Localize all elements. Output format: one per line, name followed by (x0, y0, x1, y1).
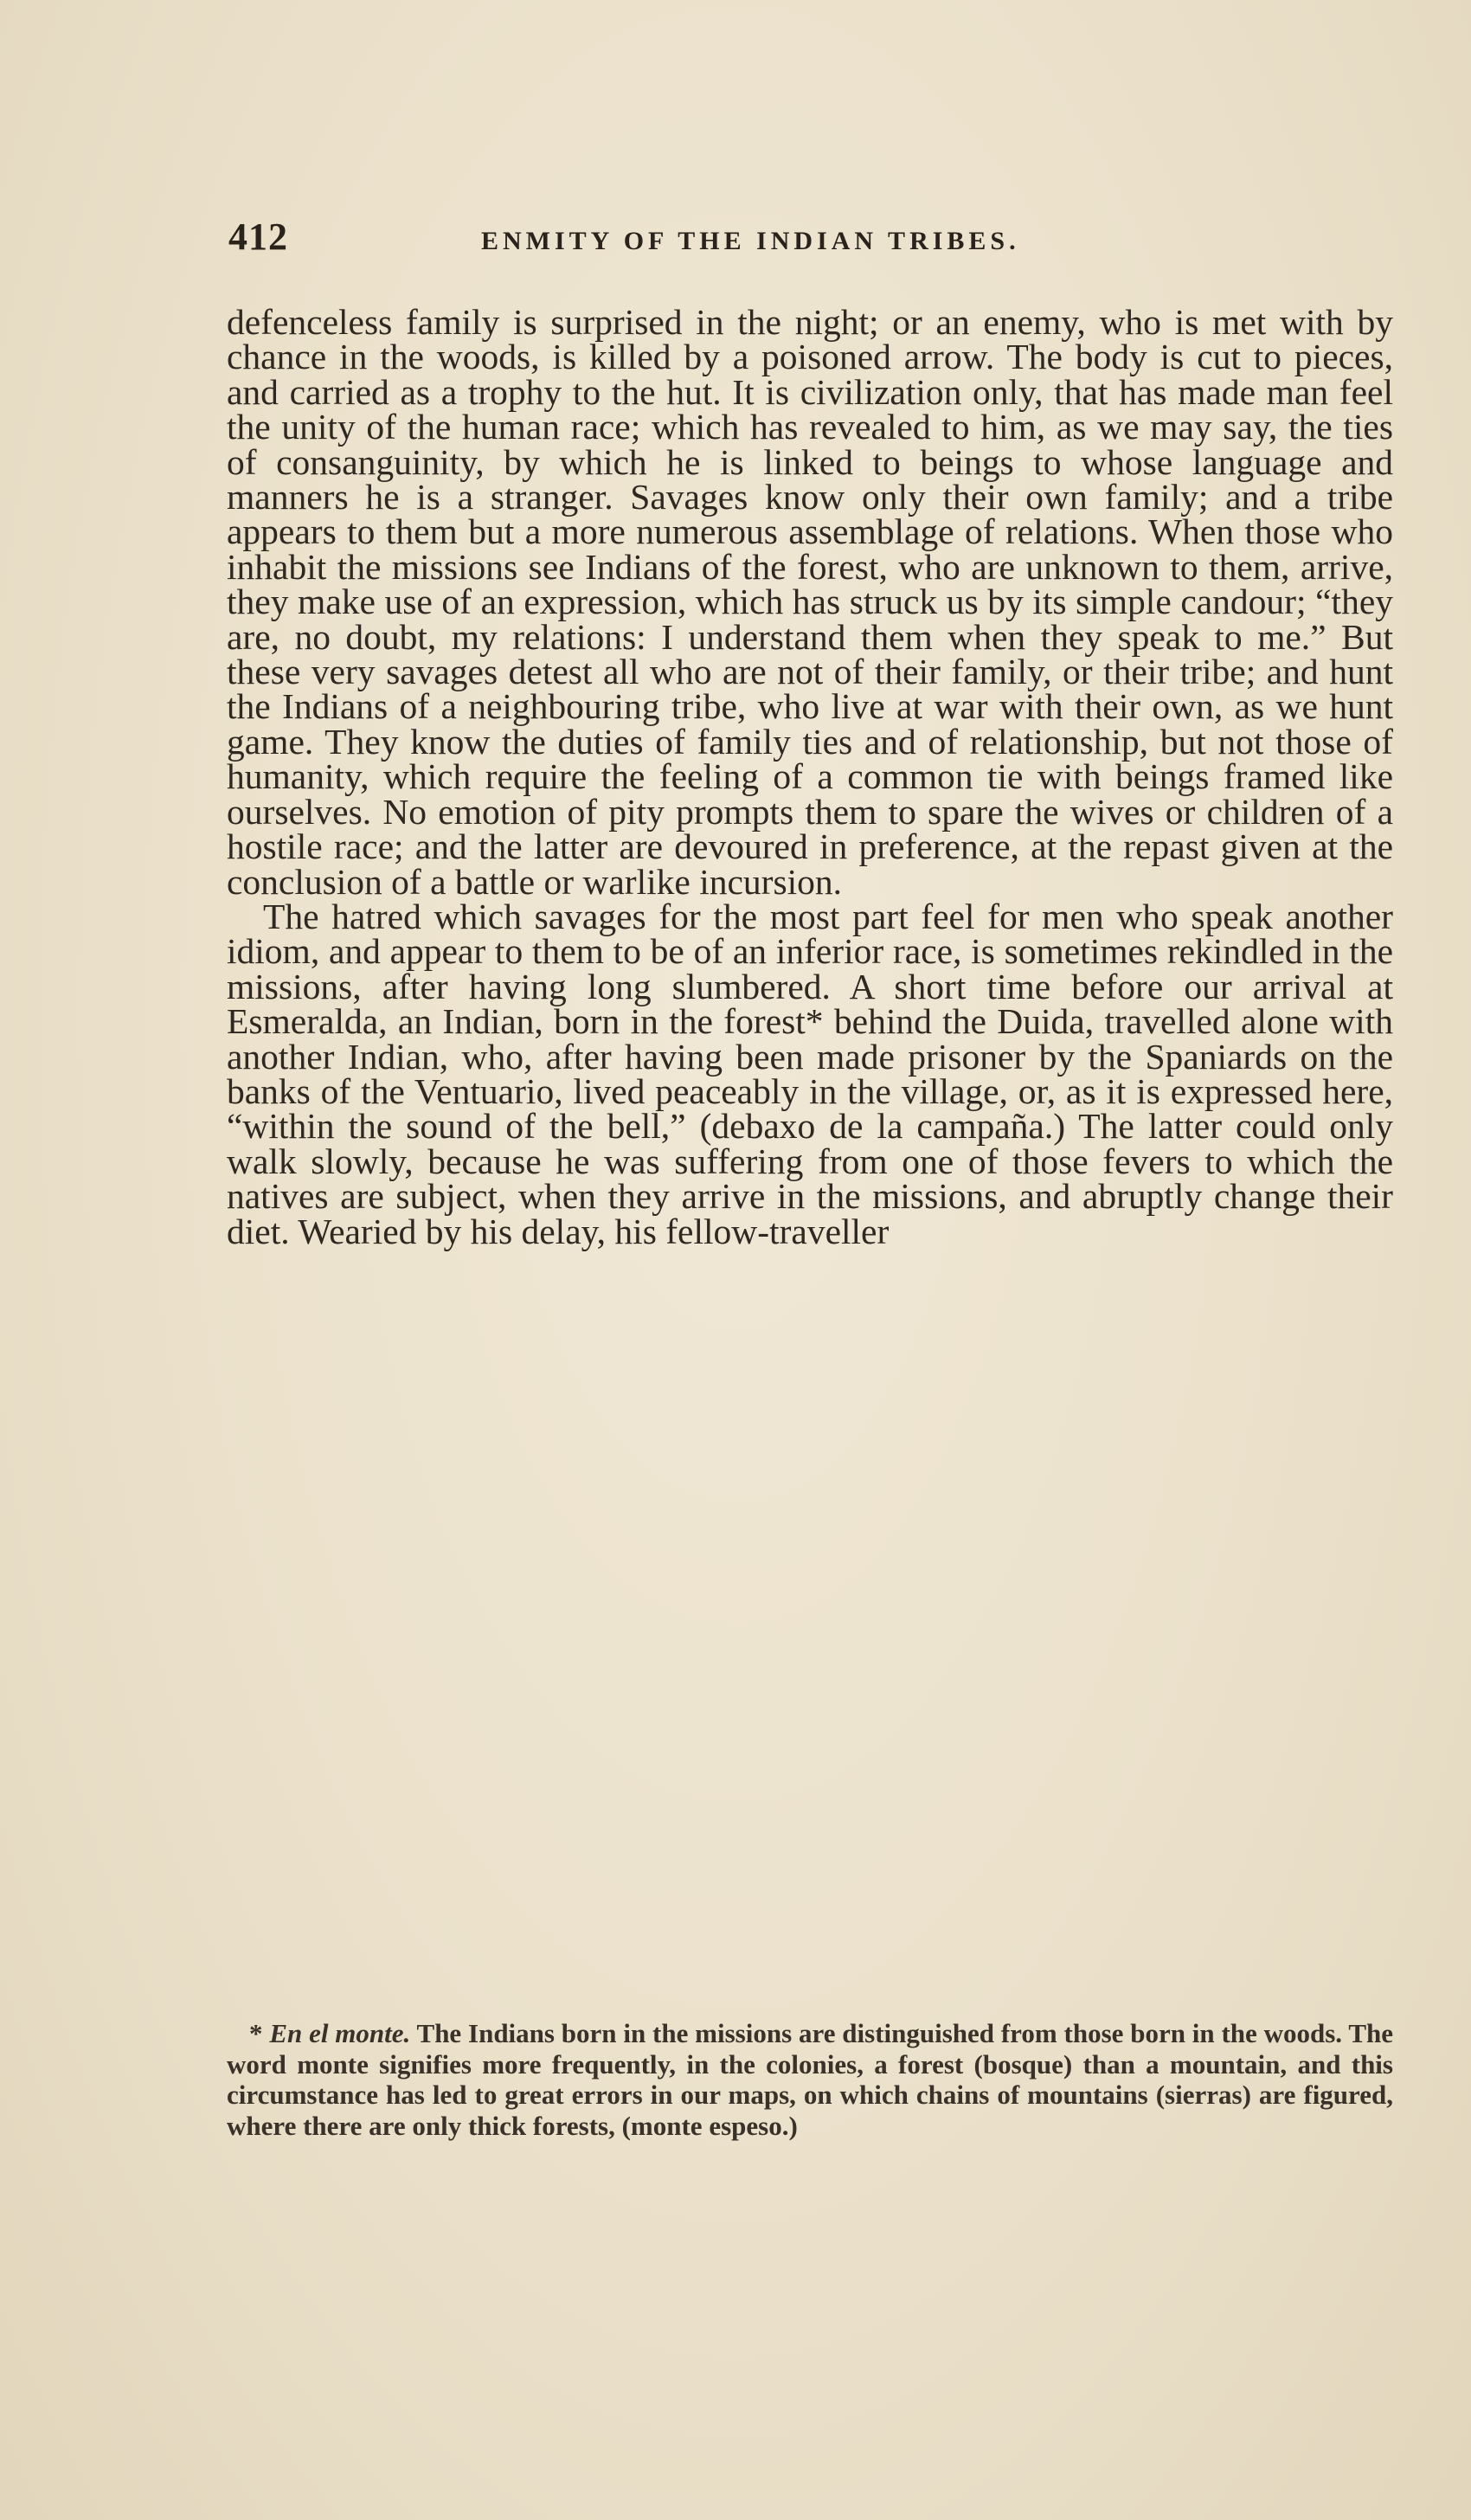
body-text (227, 302, 1393, 1251)
footnote-lead: En el monte. (269, 2018, 411, 2048)
page-header (228, 215, 1397, 267)
page-number: 412 (228, 215, 288, 258)
footnote-paragraph (227, 2018, 1393, 2141)
footnote (227, 2018, 1393, 2141)
paragraph-1: defenceless family is surprised in the night; or an enemy, who is met with by chance in the woods, is killed by a poisoned arrow. The body is cut to pieces, and carried as a trophy to the hut. It is civilization only, that has made man feel the unity of the human race; which has revealed to him, as we may say, the ties of consanguinity, by which he is linked to beings to whose language and manners he is a stranger. Savages know only their own family; and a tribe appears to them but a more numerous assemblage of relations. When those who inhabit the missions see Indians of the forest, who are unknown to them, arrive, they make use of an expression, which has struck us by its simple candour; “they are, no doubt, my relations: I understand them when they speak to me.” But these very savages detest all who are not of their family, or their tribe; and hunt the Indians of a neighbouring tribe, who live at war with their own, as we hunt game. They know the duties of family ties and of relationship, but not those of humanity, which require the feeling of a common tie with beings framed like ourselves. No emotion of pity prompts them to spare the wives or children of a hostile race; and the latter are devoured in preference, at the repast given at the conclusion of a battle or warlike incursion. (227, 302, 1393, 902)
paragraph-2: The hatred which savages for the most part feel for men who speak another idiom, and appear to them to be of an inferior race, is sometimes rekindled in the missions, after having long slumbered. A short time before our arrival at Esmeralda, an Indian, born in the forest* behind the Duida, travelled alone with another Indian, who, after having been made prisoner by the Spaniards on the banks of the Ventuario, lived peaceably in the village, or, as it is expressed here, “within the sound of the bell,” (debaxo de la campaña.) The latter could only walk slowly, because he was suffering from one of those fevers to which the natives are subject, when they arrive in the missions, and abruptly change their diet. Wearied by his delay, his fellow-traveller (227, 896, 1393, 1251)
footnote-marker: * (249, 2018, 263, 2048)
footnote-text: The Indians born in the missions are distinguished from those born in the woods. The word monte signifies more frequently, in the colonies, a forest (bosque) than a mountain, and this circumstance has led to great errors in our maps, on which chains of mountains (sierras) are figured, where there are only thick forests, (monte espeso.) (227, 2018, 1393, 2141)
running-head: ENMITY OF THE INDIAN TRIBES. (481, 227, 1020, 255)
